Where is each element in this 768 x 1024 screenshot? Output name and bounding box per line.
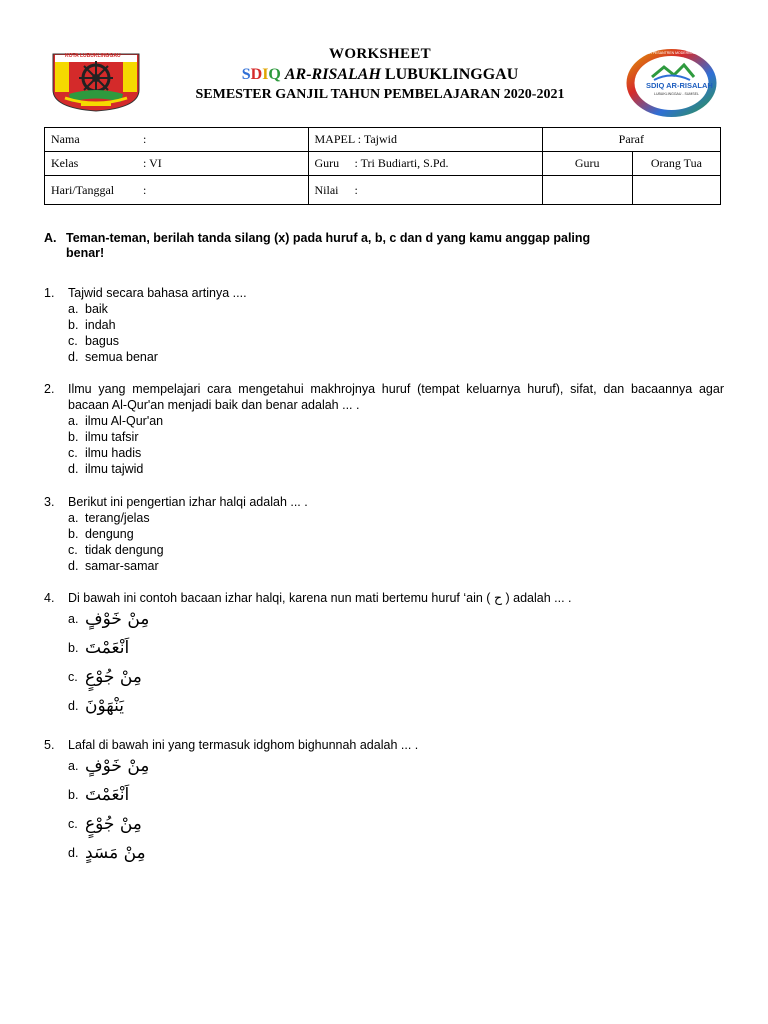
mapel-cell — [308, 128, 542, 152]
option-text: bagus — [85, 334, 120, 348]
option-text: baik — [85, 302, 108, 316]
city-emblem-text: KOTA LUBUKLINGGAU — [65, 53, 121, 59]
nilai-colon: : — [354, 182, 358, 197]
school-logo-text: SDIQ AR-RISALAH — [646, 81, 713, 90]
option-text: ilmu hadis — [85, 446, 142, 460]
school-letter-i: I — [262, 66, 269, 83]
option-arabic-text: يَنْهَوْنَ — [85, 696, 124, 716]
question-3 — [44, 494, 724, 574]
option-letter: c. — [68, 543, 78, 557]
option-text: ilmu tajwid — [85, 462, 144, 476]
option-b[interactable] — [68, 429, 724, 445]
option-arabic-text: مِنْ مَسَدٍ — [85, 843, 146, 863]
option-letter: b. — [68, 430, 79, 444]
question-text: Ilmu yang mempelajari cara mengetahui makhrojnya huruf (tempat keluarnya huruf), sifat, dan bacaannya agar bacaan Al-Qur'an menjadi baik dan benar adalah ... . — [68, 382, 724, 412]
kelas-label: Kelas — [51, 156, 79, 170]
student-identity-table — [44, 127, 721, 205]
option-letter: a. — [68, 612, 79, 626]
question-number: 1. — [44, 286, 55, 300]
paraf-ortu-header — [632, 152, 720, 176]
option-c[interactable] — [68, 664, 724, 693]
guru-value: : Tri Budiarti, S.Pd. — [354, 156, 449, 170]
question-text: Berikut ini pengertian izhar halqi adalah ... . — [68, 495, 308, 509]
school-letter-s: S — [241, 66, 251, 83]
option-text: ilmu Al-Qur'an — [85, 414, 164, 428]
option-letter: d. — [68, 350, 79, 364]
hari-tanggal-colon: : — [143, 182, 147, 197]
mapel-label: MAPEL : Tajwid — [314, 132, 397, 146]
kelas-cell — [45, 152, 309, 176]
option-c[interactable] — [68, 542, 724, 558]
question-number: 5. — [44, 738, 55, 752]
school-name-italic: AR-RISALAH — [284, 66, 381, 83]
option-a[interactable] — [68, 413, 724, 429]
option-letter: c. — [68, 817, 78, 831]
worksheet-title: WORKSHEET — [329, 46, 431, 62]
kelas-value: : VI — [143, 156, 162, 170]
school-name — [150, 64, 610, 85]
question-text: Tajwid secara bahasa artinya .... — [68, 286, 247, 300]
option-letter: a. — [68, 414, 79, 428]
nilai-cell[interactable] — [308, 176, 542, 205]
guru-cell — [308, 152, 542, 176]
nama-colon: : — [143, 132, 147, 146]
option-a[interactable] — [68, 510, 724, 526]
hari-tanggal-label: Hari/Tanggal — [51, 182, 115, 197]
option-letter: c. — [68, 670, 78, 684]
paraf-guru-signature-cell[interactable] — [542, 176, 632, 205]
option-text: terang/jelas — [85, 511, 150, 525]
option-arabic-text: مِنْ خَوْفٍ — [85, 756, 150, 776]
option-b[interactable] — [68, 782, 724, 811]
option-letter: b. — [68, 527, 79, 541]
option-b[interactable] — [68, 317, 724, 333]
school-logo — [624, 47, 719, 119]
question-4 — [44, 590, 724, 722]
school-logo-subtext: LUBUKLINGGAU - SUMSEL — [654, 92, 699, 96]
option-c[interactable] — [68, 811, 724, 840]
question-number: 4. — [44, 591, 55, 605]
option-b[interactable] — [68, 526, 724, 542]
option-a[interactable] — [68, 301, 724, 317]
nama-cell[interactable] — [45, 128, 309, 152]
nama-label: Nama — [51, 132, 80, 146]
paraf-ortu-label: Orang Tua — [650, 156, 702, 170]
option-letter: d. — [68, 559, 79, 573]
option-a[interactable] — [68, 753, 724, 782]
option-d[interactable] — [68, 693, 724, 722]
paraf-guru-header — [542, 152, 632, 176]
question-number: 2. — [44, 382, 55, 396]
question-2 — [44, 381, 724, 477]
city-emblem-logo — [51, 52, 141, 112]
section-a-instruction — [44, 231, 734, 261]
guru-label: Guru — [314, 156, 340, 170]
option-arabic-text: مِنْ جُوْعٍ — [85, 814, 142, 834]
option-letter: d. — [68, 699, 79, 713]
option-d[interactable] — [68, 558, 724, 574]
option-letter: c. — [68, 334, 78, 348]
option-letter: b. — [68, 788, 79, 802]
option-text: semua benar — [85, 350, 158, 364]
instruction-line-1: Teman-teman, berilah tanda silang (x) pada huruf a, b, c dan d yang kamu anggap paling — [66, 231, 591, 245]
option-arabic-text: مِنْ جُوْعٍ — [85, 667, 142, 687]
option-text: dengung — [85, 527, 134, 541]
paraf-label: Paraf — [618, 132, 644, 146]
school-logo-ring-text: YAYASAN PESANTREN MODERN AR-RISALAH — [636, 51, 713, 55]
paraf-guru-label: Guru — [574, 156, 600, 170]
option-text: indah — [85, 318, 116, 332]
question-1 — [44, 285, 724, 365]
school-letter-q: Q — [268, 66, 281, 83]
nilai-label: Nilai — [314, 182, 339, 197]
option-letter: d. — [68, 846, 79, 860]
question-text: Lafal di bawah ini yang termasuk idghom bighunnah adalah ... . — [68, 738, 419, 752]
option-d[interactable] — [68, 840, 724, 869]
paraf-header — [542, 128, 720, 152]
option-text: ilmu tafsir — [85, 430, 139, 444]
school-letter-d: D — [250, 66, 263, 83]
paraf-ortu-signature-cell[interactable] — [632, 176, 720, 205]
question-number: 3. — [44, 495, 55, 509]
option-a[interactable] — [68, 606, 724, 635]
option-letter: d. — [68, 462, 79, 476]
question-5 — [44, 737, 724, 869]
option-text: samar-samar — [85, 559, 159, 573]
section-letter: A. — [44, 231, 57, 245]
option-c[interactable] — [68, 445, 724, 461]
option-letter: a. — [68, 302, 79, 316]
hari-tanggal-cell[interactable] — [45, 176, 309, 205]
semester-line: SEMESTER GANJIL TAHUN PEMBELAJARAN 2020-2021 — [195, 87, 565, 102]
option-letter: a. — [68, 511, 79, 525]
option-b[interactable] — [68, 635, 724, 664]
question-text: Di bawah ini contoh bacaan izhar halqi, karena nun mati bertemu huruf ‘ain ( ح ) adalah ... . — [68, 591, 572, 605]
option-c[interactable] — [68, 333, 724, 349]
option-text: tidak dengung — [85, 543, 164, 557]
option-letter: b. — [68, 318, 79, 332]
option-letter: a. — [68, 759, 79, 773]
instruction-line-2: benar! — [66, 246, 105, 260]
option-arabic-text: مِنْ خَوْفٍ — [85, 609, 150, 629]
option-arabic-text: اَنْعَمْتَ — [85, 638, 130, 658]
worksheet-header — [150, 44, 610, 105]
option-arabic-text: اَنْعَمْتَ — [85, 785, 130, 805]
school-city: LUBUKLINGGAU — [384, 66, 519, 83]
option-letter: c. — [68, 446, 78, 460]
option-letter: b. — [68, 641, 79, 655]
option-d[interactable] — [68, 349, 724, 365]
option-d[interactable] — [68, 461, 724, 477]
